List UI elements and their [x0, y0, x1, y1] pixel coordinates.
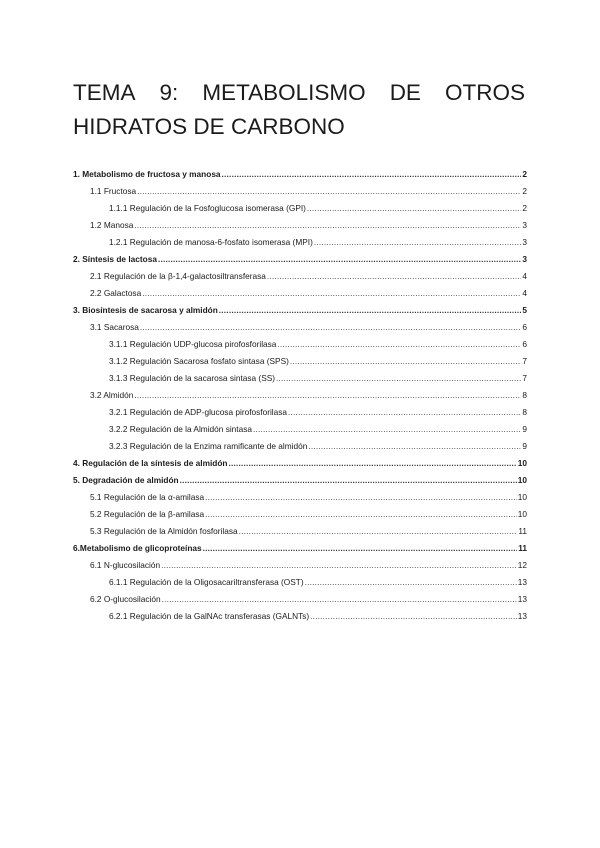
toc-entry-label: 3. Biosíntesis de sacarosa y almidón: [73, 305, 218, 315]
toc-page-number: 10: [517, 458, 527, 468]
toc-leader-dots: [314, 234, 522, 251]
toc-entry-label: 5.1 Regulación de la α-amilasa: [90, 492, 205, 502]
toc-leader-dots: [253, 421, 521, 438]
toc-leader-dots: [140, 319, 521, 336]
toc-entry[interactable]: [73, 421, 527, 438]
toc-entry-label: 6.2.1 Regulación de la GalNAc transferasas (GALNTs): [109, 611, 310, 621]
toc-page-number: 7: [522, 373, 527, 383]
toc-page-number: 10: [517, 492, 527, 502]
toc-leader-dots: [290, 353, 522, 370]
toc-entry-label: 6.Metabolismo de glicoproteínas: [73, 543, 202, 553]
table-of-contents: [73, 166, 527, 625]
toc-entry-label: 5. Degradación de almidón: [73, 475, 179, 485]
title-word: 9:: [159, 80, 179, 105]
toc-entry[interactable]: [73, 183, 527, 200]
toc-page-number: 3: [522, 254, 527, 264]
toc-page-number: 13: [517, 611, 527, 621]
toc-leader-dots: [203, 540, 518, 557]
toc-leader-dots: [305, 574, 517, 591]
toc-page-number: 4: [522, 271, 527, 281]
toc-leader-dots: [308, 438, 521, 455]
toc-entry-label: 5.3 Regulación de la Almidón fosforilasa: [90, 526, 238, 536]
toc-leader-dots: [267, 268, 521, 285]
toc-entry[interactable]: [73, 404, 527, 421]
title-word: TEMA: [73, 80, 136, 105]
toc-page-number: 3: [522, 237, 527, 247]
toc-entry[interactable]: [73, 319, 527, 336]
toc-entry[interactable]: [73, 489, 527, 506]
toc-entry-label: 6.1.1 Regulación de la Oligosacariltransferasa (OST): [109, 577, 304, 587]
toc-leader-dots: [158, 251, 521, 268]
toc-entry-label: 1. Metabolismo de fructosa y manosa: [73, 169, 221, 179]
toc-page-number: 10: [517, 509, 527, 519]
toc-entry[interactable]: [73, 166, 527, 183]
toc-leader-dots: [137, 183, 521, 200]
toc-entry[interactable]: [73, 302, 527, 319]
toc-entry-label: 5.2 Regulación de la β-amilasa: [90, 509, 205, 519]
toc-entry[interactable]: [73, 472, 527, 489]
toc-page-number: 2: [522, 186, 527, 196]
toc-entry-label: 4. Regulación de la síntesis de almidón: [73, 458, 228, 468]
toc-entry[interactable]: [73, 608, 527, 625]
toc-entry[interactable]: [73, 523, 527, 540]
toc-entry-label: 3.2.2 Regulación de la Almidón sintasa: [109, 424, 252, 434]
toc-entry-label: 3.1.3 Regulación de la sacarosa sintasa (SS): [109, 373, 276, 383]
toc-leader-dots: [307, 200, 521, 217]
toc-page-number: 10: [517, 475, 527, 485]
toc-entry-label: 3.2.3 Regulación de la Enzima ramificante de almidón: [109, 441, 308, 451]
toc-entry[interactable]: [73, 217, 527, 234]
toc-page-number: 6: [522, 339, 527, 349]
toc-page-number: 2: [522, 203, 527, 213]
title-line-2: HIDRATOS DE CARBONO: [73, 114, 345, 139]
toc-page-number: 4: [522, 288, 527, 298]
toc-page-number: 11: [518, 543, 527, 553]
toc-entry[interactable]: [73, 455, 527, 472]
toc-leader-dots: [142, 285, 521, 302]
toc-leader-dots: [134, 387, 521, 404]
toc-leader-dots: [161, 557, 517, 574]
toc-page-number: 8: [522, 407, 527, 417]
toc-entry-label: 2.1 Regulación de la β-1,4-galactosiltransferasa: [90, 271, 266, 281]
toc-leader-dots: [205, 489, 517, 506]
toc-leader-dots: [239, 523, 518, 540]
toc-entry-label: 6.1 N-glucosilación: [90, 560, 161, 570]
toc-entry[interactable]: [73, 268, 527, 285]
toc-leader-dots: [228, 455, 516, 472]
toc-entry[interactable]: [73, 574, 527, 591]
toc-leader-dots: [276, 370, 521, 387]
toc-leader-dots: [288, 404, 521, 421]
title-word: DE: [389, 80, 421, 105]
toc-entry[interactable]: [73, 336, 527, 353]
toc-entry-label: 2. Síntesis de lactosa: [73, 254, 157, 264]
toc-page-number: 5: [522, 305, 527, 315]
toc-entry[interactable]: [73, 370, 527, 387]
toc-leader-dots: [162, 591, 517, 608]
toc-entry-label: 3.2.1 Regulación de ADP-glucosa pirofosforilasa: [109, 407, 288, 417]
toc-page-number: 3: [522, 220, 527, 230]
toc-entry-label: 6.2 O-glucosilación: [90, 594, 161, 604]
toc-leader-dots: [277, 336, 521, 353]
toc-leader-dots: [205, 506, 517, 523]
toc-entry[interactable]: [73, 200, 527, 217]
toc-leader-dots: [310, 608, 517, 625]
toc-page-number: 7: [522, 356, 527, 366]
toc-page-number: 6: [522, 322, 527, 332]
toc-entry[interactable]: [73, 540, 527, 557]
toc-page-number: 8: [522, 390, 527, 400]
toc-leader-dots: [180, 472, 517, 489]
toc-entry[interactable]: [73, 506, 527, 523]
toc-entry[interactable]: [73, 285, 527, 302]
toc-entry-label: 2.2 Galactosa: [90, 288, 142, 298]
toc-entry[interactable]: [73, 251, 527, 268]
toc-entry-label: 3.1.2 Regulación Sacarosa fosfato sintasa (SPS): [109, 356, 289, 366]
toc-entry[interactable]: [73, 438, 527, 455]
toc-entry-label: 3.1.1 Regulación UDP-glucosa pirofosforilasa: [109, 339, 277, 349]
toc-page-number: 13: [517, 594, 527, 604]
toc-entry-label: 3.2 Almidón: [90, 390, 134, 400]
page-title: [73, 76, 525, 144]
toc-page-number: 9: [522, 441, 527, 451]
toc-page-number: 11: [518, 526, 527, 536]
toc-entry-label: 1.2 Manosa: [90, 220, 134, 230]
toc-entry-label: 1.1 Fructosa: [90, 186, 137, 196]
toc-page-number: 2: [522, 169, 527, 179]
toc-entry[interactable]: [73, 557, 527, 574]
toc-entry[interactable]: [73, 591, 527, 608]
toc-entry-label: 1.1.1 Regulación de la Fosfoglucosa isomerasa (GPI): [109, 203, 306, 213]
toc-entry[interactable]: [73, 234, 527, 251]
toc-leader-dots: [134, 217, 521, 234]
title-word: METABOLISMO: [202, 80, 366, 105]
toc-entry-label: 1.2.1 Regulación de manosa-6-fosfato isomerasa (MPI): [109, 237, 313, 247]
title-line-1: [73, 76, 525, 110]
toc-entry[interactable]: [73, 353, 527, 370]
toc-page-number: 9: [522, 424, 527, 434]
title-word: OTROS: [444, 80, 525, 105]
toc-page-number: 13: [517, 577, 527, 587]
toc-leader-dots: [222, 166, 522, 183]
toc-entry-label: 3.1 Sacarosa: [90, 322, 139, 332]
toc-leader-dots: [219, 302, 522, 319]
toc-entry[interactable]: [73, 387, 527, 404]
toc-page-number: 12: [517, 560, 527, 570]
